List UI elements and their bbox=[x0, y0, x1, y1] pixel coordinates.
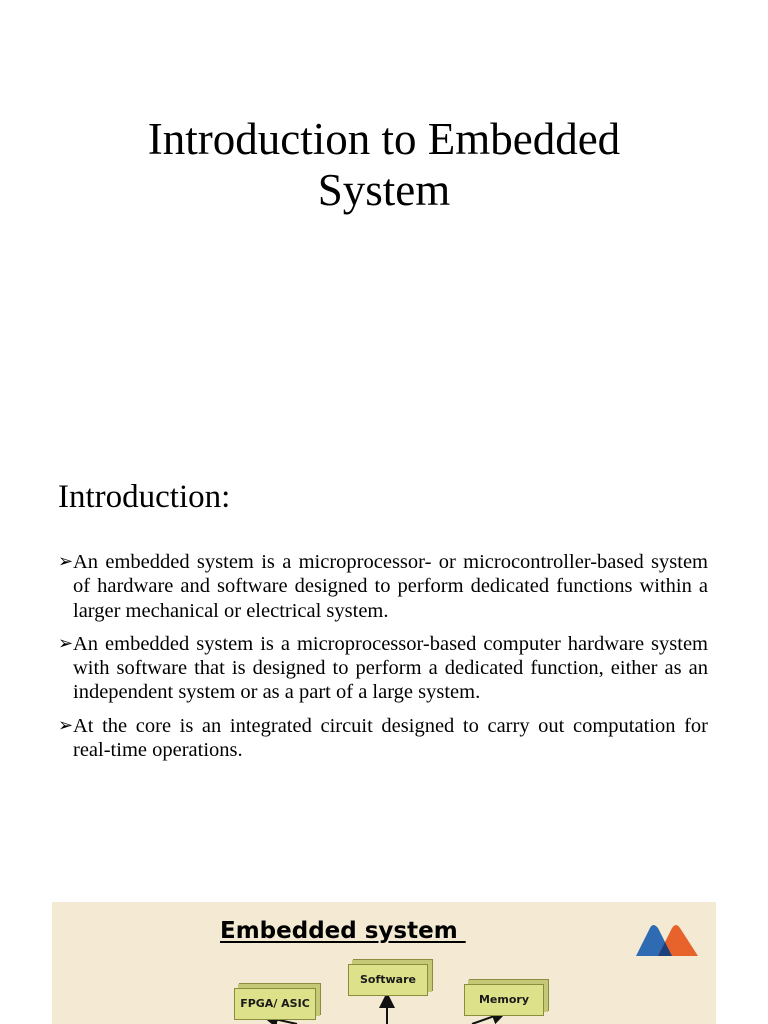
diagram-title: Embedded system bbox=[220, 918, 466, 944]
company-logo-icon bbox=[636, 922, 698, 956]
fpga-asic-box: FPGA/ ASIC bbox=[234, 988, 316, 1020]
arrow-bullet-icon: ➢ bbox=[58, 551, 74, 572]
embedded-system-diagram bbox=[52, 902, 716, 1024]
software-box: Software bbox=[348, 964, 428, 996]
page-title: Introduction to Embedded System bbox=[147, 114, 621, 215]
bullet-list bbox=[58, 550, 708, 771]
bullet-item bbox=[58, 714, 708, 763]
arrow-bullet-icon: ➢ bbox=[58, 632, 74, 654]
section-heading: Introduction: bbox=[58, 479, 231, 515]
bullet-item bbox=[58, 632, 708, 705]
bullet-text: At the core is an integrated circuit designed to carry out computation for real-time operations. bbox=[73, 714, 708, 762]
memory-box: Memory bbox=[464, 984, 544, 1016]
bullet-item bbox=[58, 550, 708, 623]
arrow-bullet-icon: ➢ bbox=[58, 714, 74, 736]
bullet-text: An embedded system is a microprocessor- or microcontroller-based system of hardware and software designed to perform dedicated functions within a larger mechanical or electrical system. bbox=[73, 551, 708, 622]
bullet-text: An embedded system is a microprocessor-based computer hardware system with software that is designed to perform a dedicated function, either as an independent system or as a part of a large system. bbox=[73, 632, 708, 704]
